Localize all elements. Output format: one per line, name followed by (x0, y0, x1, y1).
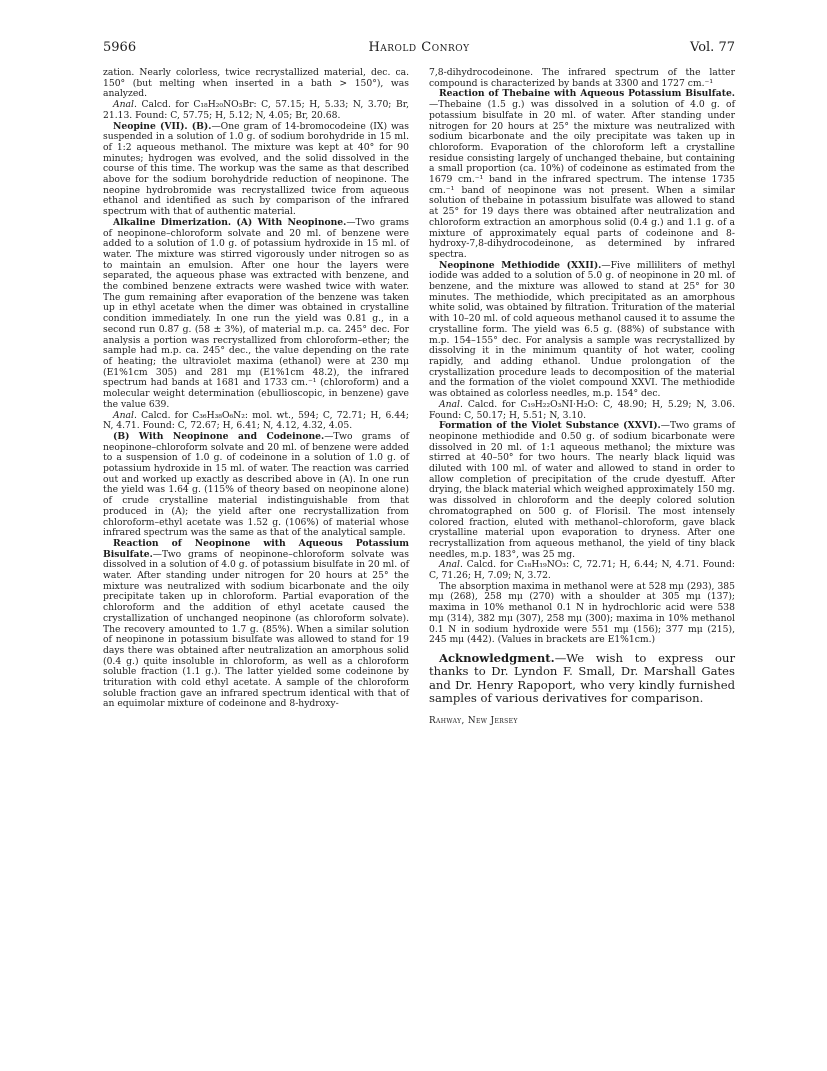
section-heading: Reaction of Neopinone with Aqueous Potassium Bisulfate. (103, 537, 409, 560)
author-address: Rahway, New Jersey (429, 715, 518, 726)
absorption-paragraph: The absorption maxima in methanol were at 528 mμ (293), 385 mμ (268), 258 mμ (270) with a shoulder at 305 mμ (137); maxima in 10% methanol 0.1 N in hydrochloric acid were 538 mμ (314), 382 mμ (307), 258 mμ (300); maxima in 10% methanol 0.1 N in sodium hydroxide were 551 mμ (156); 377 mμ (215), 245 mμ (442). (Values in brackets are E1%1cm.) (429, 580, 735, 646)
section-neopinone-codeinone: (B) With Neopinone and Codeinone.—Two grams of neopinone–chloroform solvate and 20 ml. of benzene were added to a suspension of 1.0 g. of codeinone in a solution of 1.0 g. of potassium hydroxide in 15 ml. of water. The reaction was carried out and worked up exactly as described above in (A). In one run the yield was 1.64 g. (115% of theory based on neopinone alone) of crude crystalline material indistinguishable from that produced in (A); the yield after one recrystallization from chloroform–ethyl acetate was 1.52 g. (106%) of material whose infrared spectrum was the same as that of the analytical sample. (103, 430, 409, 539)
acknowledgment: Acknowledgment.—We wish to express our thanks to Dr. Lyndon F. Small, Dr. Marshall Gates and Dr. Henry Rapoport, who very kindly furnished samples of various derivatives for comparison. (429, 650, 735, 706)
section-heading: Reaction of Thebaine with Aqueous Potassium Bisulfate. (439, 88, 735, 100)
left-column (103, 68, 409, 710)
page-number: 5966 (103, 40, 137, 55)
section-heading: (B) With Neopinone and Codeinone. (113, 430, 325, 442)
right-column (429, 68, 735, 726)
paragraph: zation. Nearly colorless, twice recrystallized material, dec. ca. 150° (but melting when inserted in a bath > 150°), was analyzed. (103, 67, 409, 100)
section-neopinone-bisulfate: Reaction of Neopinone with Aqueous Potassium Bisulfate.—Two grams of neopinone–chloroform solvate was dissolved in a solution of 4.0 g. of potassium bisulfate in 20 ml. of water. After standing under nitrogen for 20 hours at 25° the mixture was neutralized with sodium bicarbonate and the oily precipitate taken up in chloroform. Partial evaporation of the chloroform and the addition of ethyl acetate caused the crystallization of unchanged neopinone (as chloroform solvate). The recovery amounted to 1.7 g. (85%). When a similar solution of neopinone in potassium bisulfate was allowed to stand for 19 days there was obtained after neutralization an amorphous solid (0.4 g.) quite insoluble in chloroform, as well as a chloroform soluble fraction (1.1 g.). The latter yielded some codeinone by trituration with cold ethyl acetate. A sample of the chloroform soluble fraction gave an infrared spectrum identical with that of an equimolar mixture of codeinone and 8-hydroxy- (103, 537, 410, 710)
paragraph: 7,8-dihydrocodeinone. The infrared spectrum of the latter compound is characterized by bands at 3300 and 1727 cm.⁻¹ (429, 67, 735, 89)
section-heading: Formation of the Violet Substance (XXVI). (439, 420, 661, 432)
section-heading: Neopine (VII). (B). (113, 120, 212, 132)
section-alkaline-dimerization: Alkaline Dimerization. (A) With Neopinone.—Two grams of neopinone–chloroform solvate and 20 ml. of benzene were added to a solution of 1.0 g. of potassium hydroxide in 15 ml. of water. The mixture was stirred vigorously under nitrogen so as to maintain an emulsion. After one hour the layers were separated, the aqueous phase was extracted with benzene, and the combined benzene extracts were washed twice with water. The gum remaining after evaporation of the benzene was taken up in ethyl acetate when the dimer was obtained in crystalline condition immediately. In one run the yield was 0.81 g., in a second run 0.87 g. (58 ± 3%), of material m.p. ca. 245° dec. For analysis a portion was recrystallized from chloroform–ether; the sample had m.p. ca. 245° dec., the value depending on the rate of heating; the ultraviolet maxima (ethanol) were at 230 mμ (E1%1cm 305) and 281 mμ (E1%1cm 48.2), the infrared spectrum had bands at 1681 and 1733 cm.⁻¹ (chloroform) and a molecular weight determination (ebullioscopic, in benzene) gave the value 639. (103, 216, 409, 410)
section-thebaine-bisulfate: Reaction of Thebaine with Aqueous Potassium Bisulfate.—Thebaine (1.5 g.) was dissolved in a solution of 4.0 g. of potassium bisulfate in 20 ml. of water. After standing under nitrogen for 20 hours at 25° the mixture was neutralized with sodium bicarbonate and the oily precipitate was taken up in chloroform. Evaporation of the chloroform left a crystalline residue consisting largely of unchanged thebaine, but containing a small proportion (ca. 10%) of codeinone as estimated from the 1679 cm.⁻¹ band in the infrared spectrum. The intense 1735 cm.⁻¹ band of neopinone was not present. When a similar solution of thebaine in potassium bisulfate was allowed to stand at 25° for 19 days there was obtained after neutralization and chloroform extraction an amorphous solid (0.4 g.) and 1.1 g. of a mixture of approximately equal parts of codeinone and 8-hydroxy-7,8-dihydrocodeinone, as determined by infrared spectra. (429, 88, 735, 260)
section-neopinone-methiodide: Neopinone Methiodide (XXII).—Five milliliters of methyl iodide was added to a solution of 5.0 g. of neopinone in 20 ml. of benzene, and the mixture was allowed to stand at 25° for 30 minutes. The methiodide, which precipitated as an amorphous white solid, was obtained by filtration. Trituration of the material with 10–20 ml. of cold aqueous methanol caused it to assume the crystalline form. The yield was 6.5 g. (88%) of substance with m.p. 154–155° dec. For analysis a sample was recrystallized by dissolving it in the minimum quantity of hot water, cooling rapidly, and adding ethanol. Undue prolongation of the crystallization procedure leads to decomposition of the material and the formation of the violet compound XXVI. The methiodide was obtained as colorless needles, m.p. 154° dec. (429, 259, 735, 400)
volume-label: Vol. 77 (690, 40, 735, 55)
running-title: Harold Conroy (368, 40, 470, 55)
analysis-paragraph: Anal. Calcd. for C₁₈H₂₀NO₃Br: C, 57.15; H, 5.33; N, 3.70; Br, 21.13. Found: C, 57.75; H, 5.12; N, 4.05; Br, 20.68. (103, 99, 410, 121)
acknowledgment-heading: Acknowledgment. (439, 650, 555, 665)
section-heading: Alkaline Dimerization. (A) With Neopinone. (113, 216, 347, 228)
analysis-paragraph: Anal. Calcd. for C₃₆H₃₈O₆N₂: mol. wt., 594; C, 72.71; H, 6.44; N, 4.71. Found: C, 72.67; H, 6.41; N, 4.12, 4.32, 4.05. (103, 409, 409, 432)
page-header (103, 40, 735, 60)
analysis-paragraph: Anal. Calcd. for C₁₉H₂₂O₃NI·H₂O: C, 48.90; H, 5.29; N, 3.06. Found: C, 50.17; H, 5.51; N, 3.10. (429, 398, 736, 421)
section-violet-substance: Formation of the Violet Substance (XXVI).—Two grams of neopinone methiodide and 0.50 g. of sodium bicarbonate were dissolved in 20 ml. of 1:1 aqueous methanol; the mixture was stirred at 40–50° for two hours. The nearly black liquid was diluted with 100 ml. of water and allowed to stand in order to allow completion of precipitation of the crude dyestuff. After drying, the black material which weighed approximately 150 mg. was dissolved in chloroform and the deeply colored solution chromatographed on 500 g. of Florisil. The most intensely colored fraction, eluted with methanol–chloroform, gave black crystalline material upon evaporation to dryness. After one recrystallization from aqueous methanol, the yield of tiny black needles, m.p. 183°, was 25 mg. (429, 420, 735, 560)
analysis-paragraph: Anal. Calcd. for C₁₈H₁₉NO₃: C, 72.71; H, 6.44; N, 4.71. Found: C, 71.26; H, 7.09; N, 3.72. (429, 559, 735, 582)
section-neopine: Neopine (VII). (B).—One gram of 14-bromocodeine (IX) was suspended in a solution of 1.0 g. of sodium borohydride in 15 ml. of 1:2 aqueous methanol. The mixture was kept at 40° for 90 minutes; hydrogen was evolved, and the solid dissolved in the course of this time. The workup was the same as that described above for the sodium borohydride reduction of neopinone. The neopine hydrobromide was recrystallized twice from aqueous ethanol and identified as such by comparison of the infrared spectrum with that of authentic material. (103, 120, 409, 218)
section-heading: Neopinone Methiodide (XXII). (439, 259, 602, 271)
